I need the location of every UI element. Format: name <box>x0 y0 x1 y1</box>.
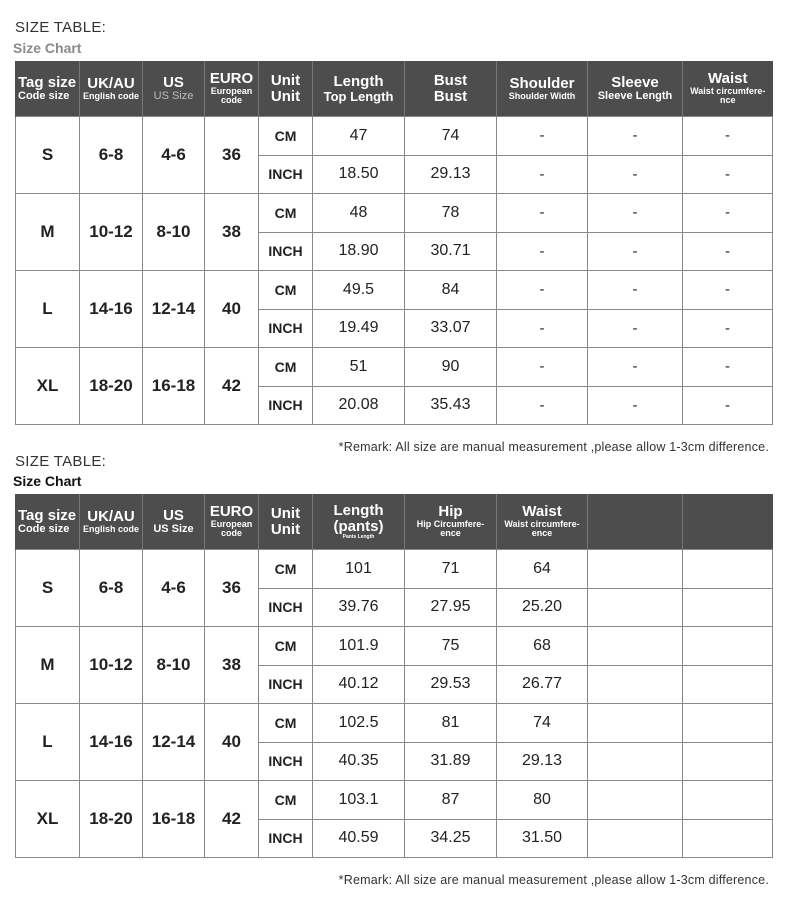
uk-au-cell: 6-8 <box>80 550 143 627</box>
header-waist: Waist Waist circumfere-nce <box>683 61 773 117</box>
header-tag-size: Tag size Code size <box>16 494 80 550</box>
unit-cell: INCH <box>259 232 313 271</box>
sleeve-cell: - <box>588 386 683 425</box>
empty-cell <box>683 550 773 589</box>
bottom-chart-remark: *Remark: All size are manual measurement ,please allow 1-3cm difference. <box>338 873 769 887</box>
shoulder-cell: - <box>497 155 588 194</box>
table-row <box>16 550 773 589</box>
euro-cell: 40 <box>205 704 259 781</box>
empty-cell <box>588 550 683 589</box>
length-cell: 101 <box>313 550 405 589</box>
unit-cell: CM <box>259 550 313 589</box>
waist-cell: 68 <box>497 627 588 666</box>
empty-cell <box>588 781 683 820</box>
length-cell: 40.12 <box>313 665 405 704</box>
sleeve-cell: - <box>588 155 683 194</box>
bust-cell: 30.71 <box>405 232 497 271</box>
empty-cell <box>683 704 773 743</box>
length-cell: 19.49 <box>313 309 405 348</box>
uk-au-cell: 10-12 <box>80 627 143 704</box>
shoulder-cell: - <box>497 271 588 310</box>
empty-cell <box>588 627 683 666</box>
header-us: US US Size <box>143 61 205 117</box>
length-cell: 103.1 <box>313 781 405 820</box>
bust-cell: 90 <box>405 348 497 387</box>
euro-cell: 36 <box>205 550 259 627</box>
waist-cell: - <box>683 194 773 233</box>
length-cell: 40.59 <box>313 819 405 858</box>
us-cell: 4-6 <box>143 550 205 627</box>
top-chart-remark: *Remark: All size are manual measurement ,please allow 1-3cm difference. <box>338 440 769 454</box>
euro-cell: 40 <box>205 271 259 348</box>
tag-size-cell: L <box>16 271 80 348</box>
waist-cell: 29.13 <box>497 742 588 781</box>
bust-cell: 35.43 <box>405 386 497 425</box>
header-hip: Hip Hip Circumfere-ence <box>405 494 497 550</box>
us-cell: 12-14 <box>143 704 205 781</box>
hip-cell: 27.95 <box>405 588 497 627</box>
uk-au-cell: 10-12 <box>80 194 143 271</box>
unit-cell: INCH <box>259 155 313 194</box>
bust-cell: 78 <box>405 194 497 233</box>
waist-cell: - <box>683 117 773 156</box>
hip-cell: 71 <box>405 550 497 589</box>
euro-cell: 38 <box>205 194 259 271</box>
length-cell: 47 <box>313 117 405 156</box>
tag-size-cell: L <box>16 704 80 781</box>
unit-cell: CM <box>259 627 313 666</box>
header-unit: Unit Unit <box>259 494 313 550</box>
shoulder-cell: - <box>497 232 588 271</box>
header-euro: EURO European code <box>205 61 259 117</box>
unit-cell: INCH <box>259 386 313 425</box>
bust-cell: 74 <box>405 117 497 156</box>
unit-cell: CM <box>259 117 313 156</box>
empty-cell <box>683 742 773 781</box>
sleeve-cell: - <box>588 117 683 156</box>
header-euro: EURO European code <box>205 494 259 550</box>
waist-cell: 80 <box>497 781 588 820</box>
tag-size-cell: S <box>16 117 80 194</box>
waist-cell: - <box>683 155 773 194</box>
header-length: Length Top Length <box>313 61 405 117</box>
bust-cell: 29.13 <box>405 155 497 194</box>
sleeve-cell: - <box>588 309 683 348</box>
hip-cell: 75 <box>405 627 497 666</box>
empty-cell <box>683 665 773 704</box>
hip-cell: 29.53 <box>405 665 497 704</box>
empty-cell <box>683 588 773 627</box>
empty-cell <box>683 627 773 666</box>
empty-cell <box>588 819 683 858</box>
length-cell: 40.35 <box>313 742 405 781</box>
top-table-header-row <box>16 61 773 117</box>
header-sleeve: Sleeve Sleeve Length <box>588 61 683 117</box>
header-shoulder: Shoulder Shoulder Width <box>497 61 588 117</box>
empty-cell <box>588 665 683 704</box>
unit-cell: INCH <box>259 309 313 348</box>
unit-cell: INCH <box>259 819 313 858</box>
shoulder-cell: - <box>497 117 588 156</box>
uk-au-cell: 14-16 <box>80 271 143 348</box>
empty-cell <box>588 742 683 781</box>
waist-cell: 31.50 <box>497 819 588 858</box>
us-cell: 4-6 <box>143 117 205 194</box>
hip-cell: 81 <box>405 704 497 743</box>
unit-cell: CM <box>259 194 313 233</box>
length-cell: 20.08 <box>313 386 405 425</box>
sleeve-cell: - <box>588 194 683 233</box>
hip-cell: 87 <box>405 781 497 820</box>
header-unit: Unit Unit <box>259 61 313 117</box>
tag-size-cell: XL <box>16 781 80 858</box>
header-bust: Bust Bust <box>405 61 497 117</box>
table-row <box>16 348 773 387</box>
uk-au-cell: 18-20 <box>80 781 143 858</box>
waist-cell: - <box>683 271 773 310</box>
tag-size-cell: M <box>16 194 80 271</box>
length-cell: 39.76 <box>313 588 405 627</box>
sleeve-cell: - <box>588 232 683 271</box>
unit-cell: CM <box>259 781 313 820</box>
bottom-chart-subtitle: Size Chart <box>13 473 82 489</box>
header-us: US US Size <box>143 494 205 550</box>
header-empty <box>683 494 773 550</box>
header-length-pants: Length (pants) Pants Length <box>313 494 405 550</box>
empty-cell <box>588 704 683 743</box>
header-waist: Waist Waist circumfere-ence <box>497 494 588 550</box>
table-row <box>16 194 773 233</box>
euro-cell: 38 <box>205 627 259 704</box>
bottom-chart-title: SIZE TABLE: <box>15 453 107 470</box>
waist-cell: - <box>683 309 773 348</box>
bust-cell: 33.07 <box>405 309 497 348</box>
waist-cell: 26.77 <box>497 665 588 704</box>
waist-cell: - <box>683 232 773 271</box>
top-chart-subtitle: Size Chart <box>13 40 82 56</box>
table-row <box>16 704 773 743</box>
unit-cell: CM <box>259 271 313 310</box>
header-uk-au: UK/AU English code <box>80 61 143 117</box>
bottom-table-header-row <box>16 494 773 550</box>
euro-cell: 36 <box>205 117 259 194</box>
empty-cell <box>588 588 683 627</box>
header-uk-au: UK/AU English code <box>80 494 143 550</box>
length-cell: 18.50 <box>313 155 405 194</box>
unit-cell: INCH <box>259 588 313 627</box>
unit-cell: CM <box>259 704 313 743</box>
shoulder-cell: - <box>497 309 588 348</box>
length-cell: 48 <box>313 194 405 233</box>
length-cell: 102.5 <box>313 704 405 743</box>
us-cell: 12-14 <box>143 271 205 348</box>
unit-cell: INCH <box>259 742 313 781</box>
waist-cell: - <box>683 386 773 425</box>
tag-size-cell: S <box>16 550 80 627</box>
header-empty <box>588 494 683 550</box>
uk-au-cell: 6-8 <box>80 117 143 194</box>
empty-cell <box>683 819 773 858</box>
bottom-size-table <box>15 494 773 858</box>
euro-cell: 42 <box>205 781 259 858</box>
hip-cell: 31.89 <box>405 742 497 781</box>
length-cell: 101.9 <box>313 627 405 666</box>
table-row <box>16 117 773 156</box>
shoulder-cell: - <box>497 348 588 387</box>
unit-cell: CM <box>259 348 313 387</box>
table-row <box>16 781 773 820</box>
table-row <box>16 627 773 666</box>
bust-cell: 84 <box>405 271 497 310</box>
hip-cell: 34.25 <box>405 819 497 858</box>
length-cell: 18.90 <box>313 232 405 271</box>
us-cell: 16-18 <box>143 781 205 858</box>
table-row <box>16 271 773 310</box>
sleeve-cell: - <box>588 348 683 387</box>
shoulder-cell: - <box>497 386 588 425</box>
waist-cell: - <box>683 348 773 387</box>
top-size-table <box>15 61 773 425</box>
us-cell: 8-10 <box>143 627 205 704</box>
tag-size-cell: M <box>16 627 80 704</box>
us-cell: 16-18 <box>143 348 205 425</box>
waist-cell: 74 <box>497 704 588 743</box>
tag-size-cell: XL <box>16 348 80 425</box>
uk-au-cell: 14-16 <box>80 704 143 781</box>
header-tag-size: Tag size Code size <box>16 61 80 117</box>
length-cell: 49.5 <box>313 271 405 310</box>
sleeve-cell: - <box>588 271 683 310</box>
length-cell: 51 <box>313 348 405 387</box>
empty-cell <box>683 781 773 820</box>
waist-cell: 25.20 <box>497 588 588 627</box>
us-cell: 8-10 <box>143 194 205 271</box>
unit-cell: INCH <box>259 665 313 704</box>
euro-cell: 42 <box>205 348 259 425</box>
waist-cell: 64 <box>497 550 588 589</box>
top-chart-title: SIZE TABLE: <box>15 19 107 36</box>
uk-au-cell: 18-20 <box>80 348 143 425</box>
shoulder-cell: - <box>497 194 588 233</box>
